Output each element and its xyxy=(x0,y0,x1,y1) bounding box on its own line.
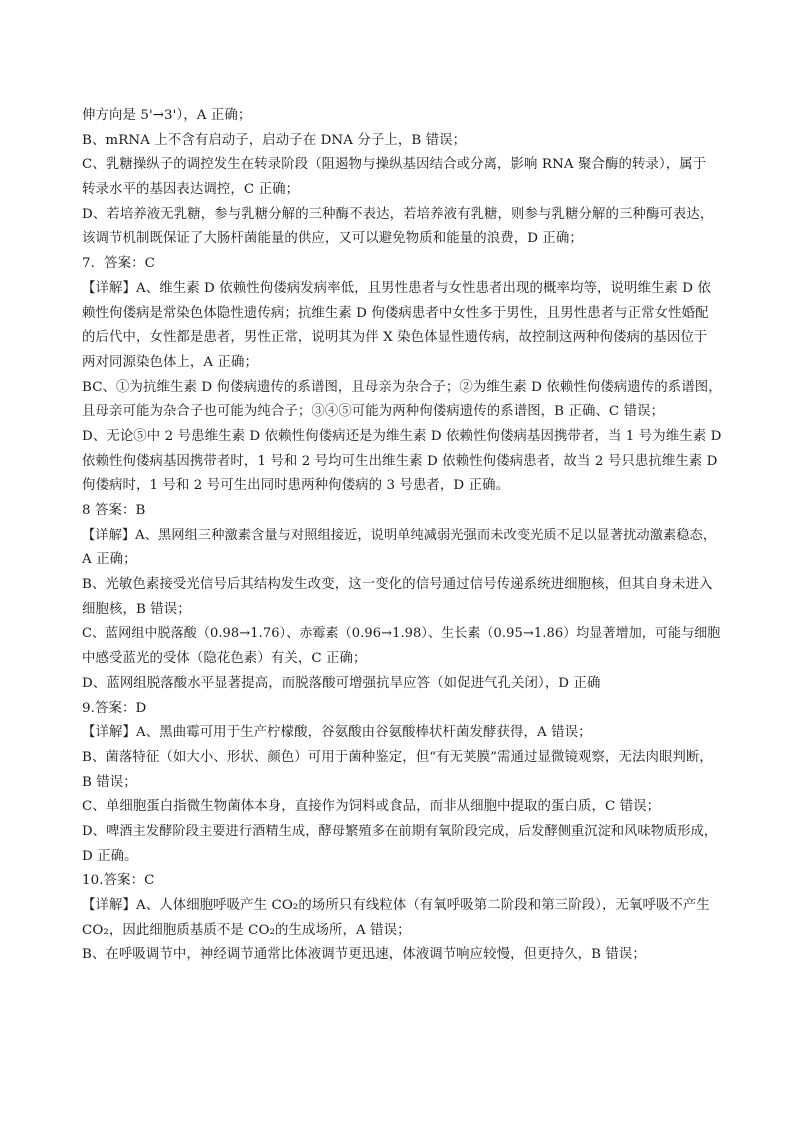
text-line: B、mRNA 上不含有启动子，启动子在 DNA 分子上，B 错误； xyxy=(82,132,467,148)
text-line: 中感受蓝光的受体（隐花色素）有关，C 正确； xyxy=(82,651,367,667)
text-line: 【详解】A、黑网组三种激素含量与对照组接近，说明单纯减弱光强而未改变光质不足以显著扰动激素稳态， xyxy=(82,527,717,543)
text-line: D、无论⑤中 2 号患维生素 D 依赖性佝偻病还是为维生素 D 依赖性佝偻病基因携带者，当 1 号为维生素 D xyxy=(82,428,722,444)
text-line: 【详解】A、人体细胞呼吸产生 CO₂的场所只有线粒体（有氧呼吸第二阶段和第三阶段），无氧呼吸不产生 xyxy=(82,898,710,913)
text-line: D、蓝网组脱落酸水平显著提高，而脱落酸可增强抗旱应答（如促进气孔关闭），D 正确 xyxy=(82,675,601,691)
text-line: C、单细胞蛋白指微生物菌体本身，直接作为饲料或食品，而非从细胞中提取的蛋白质，C 错误； xyxy=(82,799,661,815)
text-line: 9.答案：D xyxy=(82,700,147,716)
text-line: 的后代中，女性都是患者，男性正常，说明其为伴 X 染色体显性遗传病，故控制这两种佝偻病的基因位于 xyxy=(82,330,708,346)
text-line: C、蓝网组中脱落酸（0.98→1.76）、赤霉素（0.96→1.98）、生长素（0.95→1.86）均显著增加，可能与细胞 xyxy=(82,626,721,642)
text-line: D、若培养液无乳糖，参与乳糖分解的三种酶不表达，若培养液有乳糖，则参与乳糖分解的三种酶可表达， xyxy=(82,206,714,222)
text-line: 7．答案：C xyxy=(82,256,155,272)
text-line: 8 答案：B xyxy=(82,503,146,518)
text-line: CO₂，因此细胞质基质不是 CO₂的生成场所，A 错误； xyxy=(82,922,411,938)
text-line: B、菌落特征（如大小、形状、颜色）可用于菌种鉴定，但“有无荚膜”需通过显微镜观察，无法肉眼判断， xyxy=(82,749,713,765)
text-line: 该调节机制既保证了大肠杆菌能量的供应，又可以避免物质和能量的浪费，D 正确； xyxy=(82,231,583,247)
text-line: A 正确； xyxy=(82,552,137,568)
text-line: 10.答案：C xyxy=(82,873,155,889)
text-line: B 错误； xyxy=(82,774,137,790)
text-line: D 正确。 xyxy=(82,848,138,864)
text-line: 【详解】A、黑曲霉可用于生产柠檬酸，谷氨酸由谷氨酸棒状杆菌发酵获得，A 错误； xyxy=(82,725,592,741)
text-line: 且母亲可能为杂合子也可能为纯合子；③④⑤可能为两种佝偻病遗传的系谱图，B 正确、C 错误； xyxy=(82,404,665,420)
text-line: 依赖性佝偻病基因携带者时，1 号和 2 号均可生出维生素 D 依赖性佝偻病患者，故当 2 号只患抗维生素 D xyxy=(82,453,718,469)
text-line: C、乳糖操纵子的调控发生在转录阶段（阻遏物与操纵基因结合或分离，影响 RNA 聚合酶的转录），属于 xyxy=(82,157,707,173)
text-line: 细胞核，B 错误； xyxy=(82,601,191,617)
text-line: BC、①为抗维生素 D 佝偻病遗传的系谱图，且母亲为杂合子；②为维生素 D 依赖性佝偻病遗传的系谱图， xyxy=(82,379,722,395)
text-line: 赖性佝偻病是常染色体隐性遗传病；抗维生素 D 佝偻病患者中女性多于男性，且男性患者与正常女性婚配 xyxy=(82,305,709,321)
text-line: D、啤酒主发酵阶段主要进行酒精生成，酵母繁殖多在前期有氧阶段完成，后发酵侧重沉淀和风味物质形成， xyxy=(82,823,718,839)
text-line: B、光敏色素接受光信号后其结构发生改变，这一变化的信号通过信号传递系统进细胞核，但其自身未进入 xyxy=(82,577,713,593)
text-line: 伸方向是 5'→3'），A 正确； xyxy=(82,108,252,123)
text-line: 【详解】A、维生素 D 依赖性佝偻病发病率低，且男性患者与女性患者出现的概率均等，说明维生素 D 依 xyxy=(82,280,711,296)
text-line: 转录水平的基因表达调控，C 正确； xyxy=(82,182,300,198)
text-line: 佝偻病时，1 号和 2 号可生出同时患两种佝偻病的 3 号患者，D 正确。 xyxy=(82,478,510,494)
document-page xyxy=(82,104,722,968)
text-line: B、在呼吸调节中，神经调节通常比体液调节更迅速，体液调节响应较慢，但更持久，B 错误； xyxy=(82,947,646,963)
text-line: 两对同源染色体上，A 正确； xyxy=(82,354,259,370)
